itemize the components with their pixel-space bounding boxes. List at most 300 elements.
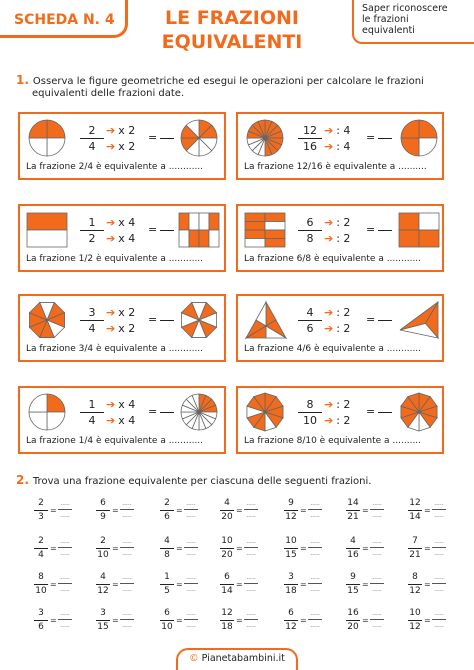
answer-numerator[interactable]: ..... <box>434 538 444 545</box>
denominator: 3 <box>38 512 44 522</box>
arrow-right-icon: ➔ <box>324 322 334 335</box>
numerator: 8 <box>38 572 44 582</box>
answer-denominator[interactable]: ..... <box>122 586 132 593</box>
numerator: 1 <box>88 398 96 411</box>
fraction-exercise <box>408 572 448 600</box>
fraction-bar <box>58 583 72 584</box>
fraction-bar <box>220 584 234 585</box>
arrow-right-icon: ➔ <box>324 140 334 153</box>
question-2 <box>16 474 371 488</box>
operation-text: : 2 <box>336 322 351 335</box>
equals-sign: = <box>236 616 243 625</box>
answer-denominator[interactable]: ..... <box>246 550 256 557</box>
answer-denominator[interactable]: ..... <box>246 586 256 593</box>
start-figure <box>24 118 70 158</box>
fraction-exercise <box>34 536 74 564</box>
answer-fraction[interactable] <box>432 609 446 630</box>
operation-text: x 4 <box>118 232 136 245</box>
denominator: 18 <box>221 622 233 632</box>
grid-cell <box>209 230 219 247</box>
answer-numerator[interactable]: ..... <box>186 574 196 581</box>
given-fraction <box>284 572 298 597</box>
fraction-bar <box>408 510 422 511</box>
answer-numerator[interactable]: ..... <box>246 500 256 507</box>
equals-sign: = <box>112 580 119 589</box>
fraction-exercise <box>160 498 200 526</box>
answer-numerator[interactable]: ..... <box>122 500 132 507</box>
answer-numerator[interactable]: ..... <box>372 538 382 545</box>
arrow-right-icon: ➔ <box>106 306 116 319</box>
answer-denominator[interactable]: ..... <box>60 550 70 557</box>
given-fraction <box>96 498 110 523</box>
fraction-bar <box>184 509 198 510</box>
operation-text: : 4 <box>336 124 351 137</box>
answer-numerator[interactable]: ..... <box>122 538 132 545</box>
exercise-box <box>18 386 226 454</box>
denominator: 16 <box>347 550 359 560</box>
answer-denominator[interactable]: ..... <box>122 550 132 557</box>
equals-sign: = <box>176 580 183 589</box>
answer-fraction[interactable] <box>120 537 134 558</box>
fraction-exercise <box>408 608 448 636</box>
box-caption: La frazione 1/4 è equivalente a ............ <box>26 436 204 446</box>
start-figure <box>24 392 70 432</box>
fraction-bar <box>34 620 48 621</box>
operation-text: x 4 <box>118 398 136 411</box>
denominator: 14 <box>221 586 233 596</box>
given-fraction <box>298 216 322 245</box>
fraction-bar <box>308 583 322 584</box>
answer-denominator[interactable]: ..... <box>310 550 320 557</box>
exercise-box <box>236 204 444 272</box>
grid-cell <box>419 213 439 230</box>
denominator: 6 <box>164 512 170 522</box>
fraction-bar <box>120 583 134 584</box>
answer-denominator[interactable]: ..... <box>372 550 382 557</box>
arrow-right-icon: ➔ <box>324 306 334 319</box>
given-fraction <box>34 608 48 633</box>
equals-sign: = <box>112 544 119 553</box>
fraction-bar <box>308 509 322 510</box>
grid-cell <box>419 230 439 247</box>
objective-line-1: Saper riconoscere <box>362 3 448 14</box>
given-fraction <box>80 398 104 427</box>
scheda-label: SCHEDA N. 4 <box>0 0 128 38</box>
answer-numerator[interactable]: ..... <box>186 500 196 507</box>
answer-blank[interactable] <box>160 320 174 321</box>
numerator: 6 <box>100 498 106 508</box>
answer-denominator[interactable]: ..... <box>434 622 444 629</box>
footer-site: Pianetabambini.it <box>201 653 285 664</box>
fraction-bar <box>220 620 234 621</box>
answer-numerator[interactable]: ..... <box>60 610 70 617</box>
numerator: 4 <box>224 498 230 508</box>
equals-sign: = <box>112 616 119 625</box>
fraction-bar <box>346 584 360 585</box>
answer-fraction[interactable] <box>58 609 72 630</box>
fraction-exercise <box>96 572 136 600</box>
numerator: 10 <box>221 536 233 546</box>
answer-denominator[interactable]: ..... <box>372 586 382 593</box>
answer-denominator[interactable]: ..... <box>60 586 70 593</box>
grid-cell <box>245 239 265 248</box>
answer-numerator[interactable]: ..... <box>434 574 444 581</box>
objective-box <box>352 0 474 44</box>
fraction-exercise <box>284 572 324 600</box>
given-fraction <box>160 498 174 523</box>
denominator: 21 <box>347 512 359 522</box>
answer-numerator[interactable]: ..... <box>310 500 320 507</box>
grid-cell <box>199 230 209 247</box>
answer-fraction[interactable] <box>370 499 384 520</box>
fraction-bar <box>80 320 104 321</box>
grid-cell <box>199 213 209 230</box>
given-fraction <box>284 608 298 633</box>
equals-sign: = <box>176 616 183 625</box>
pie-slice <box>47 120 65 138</box>
answer-numerator[interactable]: ..... <box>186 538 196 545</box>
answer-numerator[interactable]: ..... <box>434 610 444 617</box>
given-fraction <box>160 536 174 561</box>
given-fraction <box>80 216 104 245</box>
fraction-bar <box>284 584 298 585</box>
denominator: 8 <box>306 232 314 245</box>
fraction-bar <box>284 510 298 511</box>
equals-sign: = <box>362 616 369 625</box>
box-caption: La frazione 2/4 è equivalente a ............ <box>26 162 204 172</box>
exercise-box <box>236 386 444 454</box>
equals-sign: = <box>148 223 158 236</box>
answer-blank[interactable] <box>378 230 392 231</box>
fraction-bar <box>432 583 446 584</box>
denominator: 4 <box>88 322 96 335</box>
answer-fraction[interactable] <box>432 499 446 520</box>
answer-numerator[interactable]: ..... <box>310 574 320 581</box>
answer-numerator[interactable]: ..... <box>60 574 70 581</box>
answer-fraction[interactable] <box>58 499 72 520</box>
numerator: 4 <box>164 536 170 546</box>
fraction-bar <box>346 510 360 511</box>
denominator: 14 <box>409 512 421 522</box>
fraction-exercise <box>284 498 324 526</box>
numerator: 6 <box>306 216 314 229</box>
answer-fraction[interactable] <box>308 537 322 558</box>
answer-numerator[interactable]: ..... <box>434 500 444 507</box>
fraction-bar <box>284 548 298 549</box>
given-fraction <box>220 608 234 633</box>
answer-fraction[interactable] <box>370 609 384 630</box>
answer-numerator[interactable]: ..... <box>122 610 132 617</box>
numerator: 16 <box>347 608 359 618</box>
exercise-box <box>236 112 444 180</box>
answer-numerator[interactable]: ..... <box>310 538 320 545</box>
answer-fraction[interactable] <box>184 609 198 630</box>
given-fraction <box>408 608 422 633</box>
equals-sign: = <box>366 405 376 418</box>
answer-fraction[interactable] <box>120 609 134 630</box>
answer-fraction[interactable] <box>184 537 198 558</box>
equals-sign: = <box>148 131 158 144</box>
denominator: 12 <box>97 586 109 596</box>
start-figure <box>242 118 288 158</box>
operation-text: x 2 <box>118 322 136 335</box>
equals-sign: = <box>236 506 243 515</box>
answer-numerator[interactable]: ..... <box>60 500 70 507</box>
given-fraction <box>80 306 104 335</box>
fraction-bar <box>120 619 134 620</box>
answer-numerator[interactable]: ..... <box>246 574 256 581</box>
answer-numerator[interactable]: ..... <box>246 610 256 617</box>
fraction-bar <box>432 509 446 510</box>
given-fraction <box>34 536 48 561</box>
answer-fraction[interactable] <box>58 573 72 594</box>
numerator: 8 <box>306 398 314 411</box>
box-caption: La frazione 3/4 è equivalente a ............ <box>26 344 204 354</box>
question-1 <box>16 74 424 100</box>
fraction-bar <box>160 548 174 549</box>
arrow-right-icon: ➔ <box>106 140 116 153</box>
given-fraction <box>96 572 110 597</box>
answer-denominator[interactable]: ..... <box>434 550 444 557</box>
fraction-bar <box>284 620 298 621</box>
denominator: 6 <box>306 322 314 335</box>
numerator: 12 <box>221 608 233 618</box>
answer-denominator[interactable]: ..... <box>246 512 256 519</box>
equals-sign: = <box>148 405 158 418</box>
equals-sign: = <box>366 313 376 326</box>
given-fraction <box>284 536 298 561</box>
denominator: 10 <box>35 586 47 596</box>
fraction-bar <box>220 510 234 511</box>
grid-cell <box>265 239 285 248</box>
given-fraction <box>408 572 422 597</box>
fraction-exercise <box>346 536 386 564</box>
answer-denominator[interactable]: ..... <box>372 512 382 519</box>
exercise-box <box>18 112 226 180</box>
answer-fraction[interactable] <box>244 573 258 594</box>
grid-cell <box>27 213 67 230</box>
fraction-bar <box>58 547 72 548</box>
fraction-bar <box>96 620 110 621</box>
numerator: 3 <box>288 572 294 582</box>
arrow-right-icon: ➔ <box>106 232 116 245</box>
question-2-text: Trova una frazione equivalente per ciascuna delle seguenti frazioni. <box>32 476 372 487</box>
denominator: 12 <box>409 622 421 632</box>
answer-blank[interactable] <box>378 320 392 321</box>
answer-fraction[interactable] <box>120 499 134 520</box>
fraction-bar <box>96 510 110 511</box>
equals-sign: = <box>424 506 431 515</box>
answer-fraction[interactable] <box>244 537 258 558</box>
fraction-exercise <box>160 536 200 564</box>
denominator: 18 <box>285 586 297 596</box>
numerator: 4 <box>350 536 356 546</box>
fraction-exercise <box>34 572 74 600</box>
pie-slice <box>47 412 65 430</box>
answer-numerator[interactable]: ..... <box>122 574 132 581</box>
given-fraction <box>346 572 360 597</box>
pie-slice <box>29 120 47 138</box>
answer-fraction[interactable] <box>120 573 134 594</box>
answer-fraction[interactable] <box>184 573 198 594</box>
answer-blank[interactable] <box>160 138 174 139</box>
fraction-bar <box>120 509 134 510</box>
fraction-bar <box>298 320 322 321</box>
answer-fraction[interactable] <box>432 537 446 558</box>
exercise-box <box>236 294 444 362</box>
answer-fraction[interactable] <box>370 573 384 594</box>
answer-denominator[interactable]: ..... <box>122 622 132 629</box>
answer-numerator[interactable]: ..... <box>372 574 382 581</box>
arrow-right-icon: ➔ <box>324 398 334 411</box>
question-2-number: 2. <box>16 473 29 487</box>
fraction-exercise <box>346 498 386 526</box>
numerator: 6 <box>288 608 294 618</box>
numerator: 4 <box>100 572 106 582</box>
answer-denominator[interactable]: ..... <box>310 586 320 593</box>
fraction-bar <box>58 619 72 620</box>
answer-fraction[interactable] <box>308 499 322 520</box>
question-1-number: 1. <box>16 73 29 87</box>
equals-sign: = <box>424 580 431 589</box>
operation-text: x 2 <box>118 124 136 137</box>
answer-denominator[interactable]: ..... <box>60 622 70 629</box>
answer-blank[interactable] <box>160 230 174 231</box>
answer-fraction[interactable] <box>370 537 384 558</box>
given-fraction <box>34 498 48 523</box>
pie-slice <box>47 138 65 156</box>
equals-sign: = <box>362 506 369 515</box>
fraction-exercise <box>284 536 324 564</box>
answer-denominator[interactable]: ..... <box>246 622 256 629</box>
answer-blank[interactable] <box>378 412 392 413</box>
fraction-bar <box>220 548 234 549</box>
answer-blank[interactable] <box>160 412 174 413</box>
fraction-bar <box>408 584 422 585</box>
answer-numerator[interactable]: ..... <box>372 610 382 617</box>
numerator: 3 <box>100 608 106 618</box>
answer-numerator[interactable]: ..... <box>186 610 196 617</box>
box-caption: La frazione 6/8 è equivalente a ............ <box>244 254 422 264</box>
answer-denominator[interactable]: ..... <box>434 512 444 519</box>
result-figure <box>396 118 442 158</box>
title-line-1: LE FRAZIONI <box>165 7 299 29</box>
numerator: 14 <box>347 498 359 508</box>
answer-denominator[interactable]: ..... <box>186 550 196 557</box>
grid-cell <box>189 230 199 247</box>
box-caption: La frazione 1/2 è equivalente a ............ <box>26 254 204 264</box>
fraction-exercise <box>408 536 448 564</box>
fraction-bar <box>244 583 258 584</box>
fraction-bar <box>80 138 104 139</box>
denominator: 21 <box>409 550 421 560</box>
fraction-exercise <box>96 536 136 564</box>
grid-cell <box>209 213 219 230</box>
numerator: 6 <box>224 572 230 582</box>
fraction-bar <box>370 509 384 510</box>
fraction-bar <box>160 510 174 511</box>
answer-fraction[interactable] <box>58 537 72 558</box>
operation-text: : 2 <box>336 216 351 229</box>
fraction-exercise <box>346 608 386 636</box>
denominator: 16 <box>303 140 317 153</box>
answer-denominator[interactable]: ..... <box>434 586 444 593</box>
answer-denominator[interactable]: ..... <box>60 512 70 519</box>
answer-blank[interactable] <box>378 138 392 139</box>
answer-numerator[interactable]: ..... <box>372 500 382 507</box>
answer-fraction[interactable] <box>184 499 198 520</box>
answer-fraction[interactable] <box>244 609 258 630</box>
answer-denominator[interactable]: ..... <box>186 622 196 629</box>
answer-numerator[interactable]: ..... <box>246 538 256 545</box>
objective-line-3: equivalenti <box>362 25 415 36</box>
result-figure <box>396 300 442 340</box>
result-figure <box>176 392 222 432</box>
denominator: 10 <box>161 622 173 632</box>
answer-numerator[interactable]: ..... <box>60 538 70 545</box>
denominator: 4 <box>88 140 96 153</box>
grid-cell <box>245 222 265 231</box>
operation-text: x 4 <box>118 216 136 229</box>
equals-sign: = <box>236 580 243 589</box>
given-fraction <box>220 572 234 597</box>
equals-sign: = <box>424 616 431 625</box>
answer-denominator[interactable]: ..... <box>122 512 132 519</box>
answer-denominator[interactable]: ..... <box>372 622 382 629</box>
equals-sign: = <box>366 223 376 236</box>
arrow-right-icon: ➔ <box>324 414 334 427</box>
pie-slice <box>401 120 419 138</box>
given-fraction <box>160 608 174 633</box>
denominator: 12 <box>409 586 421 596</box>
grid-cell <box>399 213 419 230</box>
denominator: 20 <box>347 622 359 632</box>
equals-sign: = <box>424 544 431 553</box>
fraction-bar <box>34 510 48 511</box>
denominator: 10 <box>97 550 109 560</box>
operation-text: x 4 <box>118 414 136 427</box>
answer-denominator[interactable]: ..... <box>186 512 196 519</box>
objective-line-2: le frazioni <box>362 14 409 25</box>
fraction-exercise <box>408 498 448 526</box>
fraction-bar <box>346 548 360 549</box>
box-caption: La frazione 12/16 è equivalente a .......... <box>244 162 427 172</box>
given-fraction <box>298 306 322 335</box>
result-figure <box>176 118 222 158</box>
fraction-bar <box>184 583 198 584</box>
result-figure <box>396 392 442 432</box>
equals-sign: = <box>362 544 369 553</box>
grid-cell <box>189 213 199 230</box>
operation-text: x 2 <box>118 140 136 153</box>
grid-cell <box>265 213 285 222</box>
answer-fraction[interactable] <box>244 499 258 520</box>
answer-fraction[interactable] <box>432 573 446 594</box>
answer-denominator[interactable]: ..... <box>310 622 320 629</box>
arrow-right-icon: ➔ <box>106 216 116 229</box>
pie-slice <box>29 138 47 156</box>
answer-denominator[interactable]: ..... <box>310 512 320 519</box>
answer-numerator[interactable]: ..... <box>310 610 320 617</box>
equals-sign: = <box>148 313 158 326</box>
answer-fraction[interactable] <box>308 573 322 594</box>
grid-cell <box>265 222 285 231</box>
given-fraction <box>346 536 360 561</box>
answer-denominator[interactable]: ..... <box>186 586 196 593</box>
fraction-exercise <box>96 498 136 526</box>
answer-fraction[interactable] <box>308 609 322 630</box>
numerator: 12 <box>303 124 317 137</box>
